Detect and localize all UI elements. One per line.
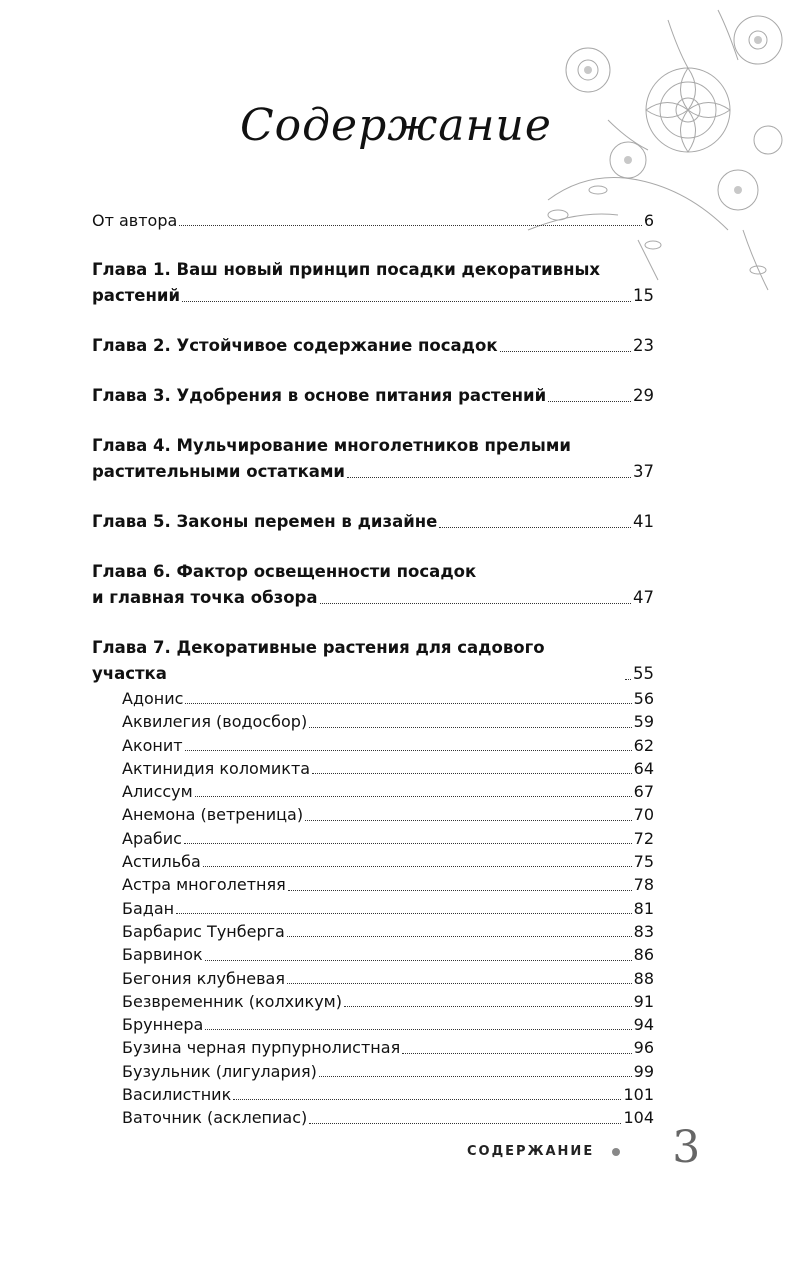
subentry-label: Актинидия коломикта — [122, 758, 311, 778]
dot-leader — [288, 890, 632, 891]
subentry-label: Алиссум — [122, 782, 193, 802]
toc-page-number: 15 — [633, 286, 654, 305]
toc-subentry[interactable] — [92, 1083, 654, 1106]
toc-page-number: 75 — [633, 852, 654, 872]
toc-subentry[interactable] — [92, 873, 654, 896]
toc-subentry[interactable] — [92, 803, 654, 826]
running-footer — [467, 1122, 701, 1173]
chapter-title: Глава 2. Устойчивое содержание посадок — [92, 336, 498, 355]
toc-page-number: 70 — [633, 805, 654, 825]
toc-page-number: 81 — [633, 898, 654, 918]
toc-subentry[interactable] — [92, 1060, 654, 1083]
toc-page-number: 101 — [623, 1085, 654, 1105]
chapter-title-line1: Глава 4. Мульчирование многолетников прелыми — [92, 436, 571, 455]
subentry-label: Безвременник (колхикум) — [122, 991, 342, 1011]
subentry-label: Астильба — [122, 852, 201, 872]
dot-leader — [439, 527, 631, 528]
toc-subentry[interactable] — [92, 1106, 654, 1129]
toc-page-number: 99 — [633, 1061, 654, 1081]
dot-leader — [195, 796, 632, 797]
dot-leader — [176, 913, 632, 914]
toc-subentry[interactable] — [92, 757, 654, 780]
toc-page-number: 62 — [633, 735, 654, 755]
toc-page-number: 96 — [633, 1038, 654, 1058]
toc-subentry[interactable] — [92, 710, 654, 733]
bullet-dot-icon — [612, 1148, 620, 1156]
footer-section-label: СОДЕРЖАНИЕ — [467, 1144, 595, 1159]
dot-leader — [347, 477, 631, 478]
subentry-label: Бруннера — [122, 1015, 204, 1035]
subentry-label: Аконит — [122, 735, 183, 755]
toc-page-number: 6 — [643, 211, 654, 230]
subentry-label: Ваточник (асклепиас) — [122, 1108, 308, 1128]
toc-subentry[interactable] — [92, 827, 654, 850]
toc-page-number: 94 — [633, 1015, 654, 1035]
page-number: 3 — [672, 1122, 701, 1173]
subentry-label: Анемона (ветреница) — [122, 805, 304, 825]
toc-chapter-2[interactable] — [92, 333, 654, 359]
chapter-title: Глава 3. Удобрения в основе питания растений — [92, 386, 547, 405]
dot-leader — [287, 983, 632, 984]
chapter-title: Глава 7. Декоративные растения для садового участка — [92, 638, 545, 683]
toc-chapter-5[interactable] — [92, 509, 654, 535]
toc-page-number: 41 — [633, 512, 654, 531]
toc-page-number: 72 — [633, 828, 654, 848]
toc-subentry[interactable] — [92, 734, 654, 757]
toc-subentry[interactable] — [92, 897, 654, 920]
toc-subentry[interactable] — [92, 780, 654, 803]
dot-leader — [205, 960, 632, 961]
dot-leader — [179, 225, 642, 226]
toc-page-number: 67 — [633, 782, 654, 802]
dot-leader — [309, 727, 631, 728]
toc-chapter-7[interactable] — [92, 635, 654, 687]
toc-subentry[interactable] — [92, 1013, 654, 1036]
dot-leader — [548, 401, 631, 402]
toc-page-number: 104 — [623, 1108, 654, 1128]
toc-subentry[interactable] — [92, 920, 654, 943]
toc-chapter-6[interactable] — [92, 559, 654, 611]
toc-chapter-4[interactable] — [92, 433, 654, 485]
chapter-title-line1: Глава 1. Ваш новый принцип посадки декоративных — [92, 260, 601, 279]
subentry-label: Бузульник (лигулария) — [122, 1061, 317, 1081]
dot-leader — [320, 603, 632, 604]
toc-entry-label: От автора — [92, 211, 178, 230]
toc-page-number: 23 — [633, 336, 654, 355]
toc-page-number: 88 — [633, 968, 654, 988]
toc-page-number: 56 — [633, 689, 654, 708]
subentry-label: Аквилегия (водосбор) — [122, 712, 308, 732]
dot-leader — [184, 843, 632, 844]
toc-page-number: 86 — [633, 945, 654, 965]
dot-leader — [402, 1053, 631, 1054]
subentry-label: Арабис — [122, 828, 182, 848]
toc-page-number: 37 — [633, 462, 654, 481]
dot-leader — [205, 1029, 631, 1030]
toc-page-number: 83 — [633, 921, 654, 941]
subentry-label: Василистник — [122, 1085, 232, 1105]
table-of-contents — [92, 208, 654, 1130]
toc-page-number: 91 — [633, 991, 654, 1011]
toc-page-number: 78 — [633, 875, 654, 895]
dot-leader — [625, 679, 631, 680]
toc-subentry[interactable] — [92, 687, 654, 710]
subentry-label: Барвинок — [122, 945, 203, 965]
subentry-label: Бузина черная пурпурнолистная — [122, 1038, 401, 1058]
page-title: Содержание — [240, 100, 552, 151]
dot-leader — [319, 1076, 632, 1077]
toc-chapter-3[interactable] — [92, 383, 654, 409]
dot-leader — [344, 1006, 632, 1007]
subentry-label: Барбарис Тунберга — [122, 921, 285, 941]
toc-page-number: 47 — [633, 588, 654, 607]
toc-subentry[interactable] — [92, 967, 654, 990]
chapter-title: Глава 5. Законы перемен в дизайне — [92, 512, 438, 531]
dot-leader — [309, 1123, 621, 1124]
subentry-label: Астра многолетняя — [122, 875, 286, 895]
chapter-title-line1: Глава 6. Фактор освещенности посадок — [92, 562, 477, 581]
toc-page-number: 59 — [633, 712, 654, 732]
toc-page-number: 55 — [633, 664, 654, 683]
toc-entry-preface[interactable] — [92, 208, 654, 233]
chapter-title-line2: и главная точка обзора — [92, 588, 318, 607]
toc-chapter-1[interactable] — [92, 257, 654, 309]
toc-subentry[interactable] — [92, 990, 654, 1013]
dot-leader — [185, 750, 632, 751]
chapter-title-line2: растительными остатками — [92, 462, 345, 481]
dot-leader — [500, 351, 631, 352]
toc-subentry[interactable] — [92, 850, 654, 873]
chapter-title-line2: растений — [92, 286, 181, 305]
dot-leader — [287, 936, 632, 937]
dot-leader — [305, 820, 632, 821]
dot-leader — [203, 866, 632, 867]
plant-entries-list — [92, 687, 654, 1130]
toc-page-number: 29 — [633, 386, 654, 405]
subentry-label: Бегония клубневая — [122, 968, 285, 988]
dot-leader — [233, 1099, 621, 1100]
toc-subentry[interactable] — [92, 943, 654, 966]
toc-page-number: 64 — [633, 758, 654, 778]
dot-leader — [185, 703, 631, 704]
dot-leader — [182, 301, 631, 302]
dot-leader — [312, 773, 632, 774]
subentry-label: Бадан — [122, 898, 175, 918]
toc-subentry[interactable] — [92, 1036, 654, 1059]
subentry-label: Адонис — [122, 689, 184, 708]
